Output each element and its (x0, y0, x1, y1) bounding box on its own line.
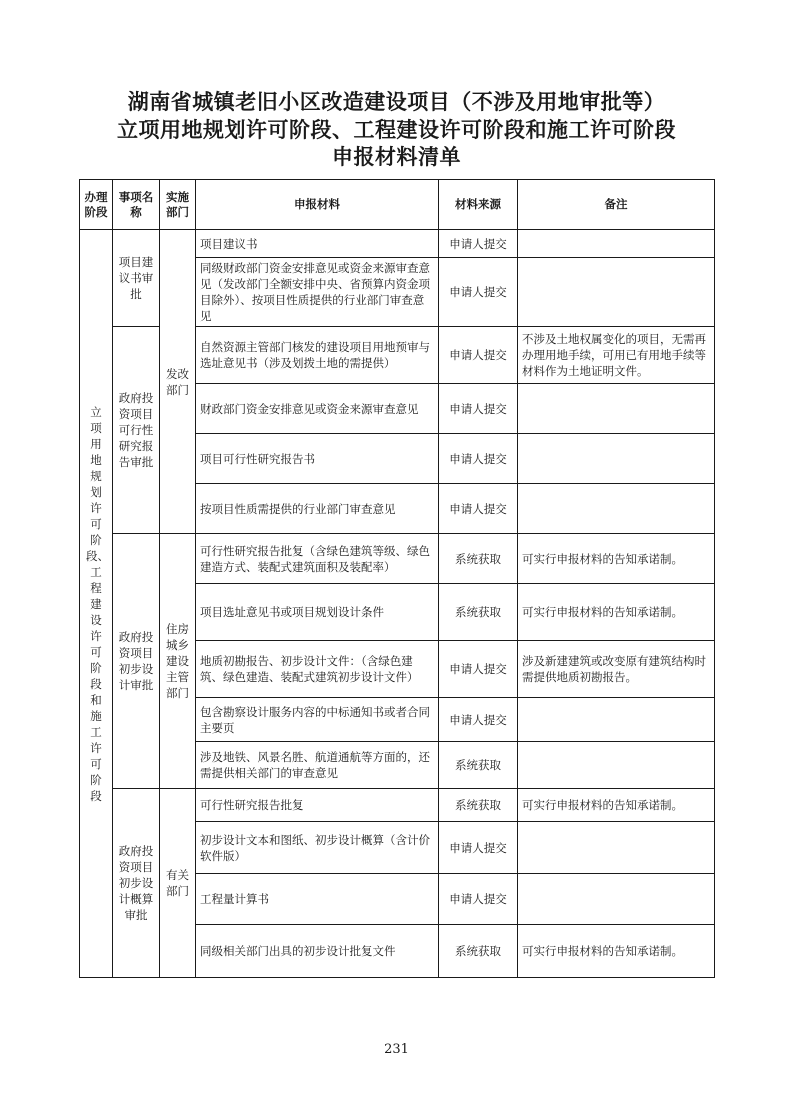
source-cell: 申请人提交 (439, 822, 518, 874)
document-title-line-2: 立项用地规划许可阶段、工程建设许可阶段和施工许可阶段 (117, 118, 676, 142)
item-cell: 政府投资项目初步设计审批 (113, 534, 160, 789)
item-cell: 项目建议书审批 (113, 230, 160, 327)
remark-cell (518, 742, 715, 789)
material-cell: 同级相关部门出具的初步设计批复文件 (196, 925, 439, 978)
material-cell: 涉及地铁、风景名胜、航道通航等方面的，还需提供相关部门的审查意见 (196, 742, 439, 789)
material-cell: 财政部门资金安排意见或资金来源审查意见 (196, 384, 439, 434)
dept-cell: 住房城乡建设主管部门 (160, 534, 196, 789)
source-cell: 系统获取 (439, 742, 518, 789)
source-cell: 申请人提交 (439, 230, 518, 258)
material-cell: 同级财政部门资金安排意见或资金来源审查意见（发改部门全额安排中央、省预算内资金项目除外）、按项目性质提供的行业部门审查意见 (196, 258, 439, 327)
source-cell: 系统获取 (439, 925, 518, 978)
remark-cell (518, 258, 715, 327)
source-cell: 申请人提交 (439, 698, 518, 742)
header-source: 材料来源 (439, 180, 518, 230)
remark-cell: 可实行申报材料的告知承诺制。 (518, 534, 715, 584)
remark-cell (518, 698, 715, 742)
remark-cell (518, 384, 715, 434)
table-row (80, 230, 715, 258)
material-cell: 项目选址意见书或项目规划设计条件 (196, 584, 439, 641)
page-number: 231 (384, 1042, 409, 1057)
header-stage: 办理阶段 (80, 180, 113, 230)
remark-cell (518, 434, 715, 484)
remark-cell: 可实行申报材料的告知承诺制。 (518, 584, 715, 641)
source-cell: 申请人提交 (439, 258, 518, 327)
source-cell: 申请人提交 (439, 384, 518, 434)
remark-cell (518, 822, 715, 874)
stage-cell: 立项用地规划许可阶段、工程建设许可阶段和施工许可阶段 (80, 230, 113, 978)
table-row (80, 789, 715, 822)
materials-table (79, 179, 715, 978)
table-row (80, 534, 715, 584)
header-material: 申报材料 (196, 180, 439, 230)
material-cell: 自然资源主管部门核发的建设项目用地预审与选址意见书（涉及划拨土地的需提供） (196, 327, 439, 384)
header-remark: 备注 (518, 180, 715, 230)
dept-cell: 有关部门 (160, 789, 196, 978)
material-cell: 包含勘察设计服务内容的中标通知书或者合同主要页 (196, 698, 439, 742)
material-cell: 按项目性质需提供的行业部门审查意见 (196, 484, 439, 534)
header-dept: 实施部门 (160, 180, 196, 230)
remark-cell (518, 484, 715, 534)
material-cell: 项目建议书 (196, 230, 439, 258)
source-cell: 申请人提交 (439, 641, 518, 698)
remark-cell: 可实行申报材料的告知承诺制。 (518, 789, 715, 822)
header-item: 事项名称 (113, 180, 160, 230)
source-cell: 系统获取 (439, 789, 518, 822)
document-title-line-1: 湖南省城镇老旧小区改造建设项目（不涉及用地审批等） (127, 90, 666, 114)
table-header-row (80, 180, 715, 230)
material-cell: 地质初勘报告、初步设计文件：（含绿色建筑、绿色建造、装配式建筑初步设计文件） (196, 641, 439, 698)
source-cell: 申请人提交 (439, 327, 518, 384)
source-cell: 申请人提交 (439, 484, 518, 534)
dept-cell: 发改部门 (160, 230, 196, 534)
material-cell: 初步设计文本和图纸、初步设计概算（含计价软件版） (196, 822, 439, 874)
material-cell: 可行性研究报告批复 (196, 789, 439, 822)
source-cell: 申请人提交 (439, 874, 518, 925)
source-cell: 系统获取 (439, 584, 518, 641)
remark-cell: 不涉及土地权属变化的项目，无需再办理用地手续，可用已有用地手续等材料作为土地证明文件。 (518, 327, 715, 384)
material-cell: 工程量计算书 (196, 874, 439, 925)
source-cell: 系统获取 (439, 534, 518, 584)
item-cell: 政府投资项目可行性研究报告审批 (113, 327, 160, 534)
remark-cell: 可实行申报材料的告知承诺制。 (518, 925, 715, 978)
material-cell: 可行性研究报告批复（含绿色建筑等级、绿色建造方式、装配式建筑面积及装配率） (196, 534, 439, 584)
item-cell: 政府投资项目初步设计概算审批 (113, 789, 160, 978)
document-title-line-3: 申报材料清单 (332, 145, 461, 169)
remark-cell: 涉及新建建筑或改变原有建筑结构时需提供地质初勘报告。 (518, 641, 715, 698)
remark-cell (518, 874, 715, 925)
material-cell: 项目可行性研究报告书 (196, 434, 439, 484)
source-cell: 申请人提交 (439, 434, 518, 484)
remark-cell (518, 230, 715, 258)
